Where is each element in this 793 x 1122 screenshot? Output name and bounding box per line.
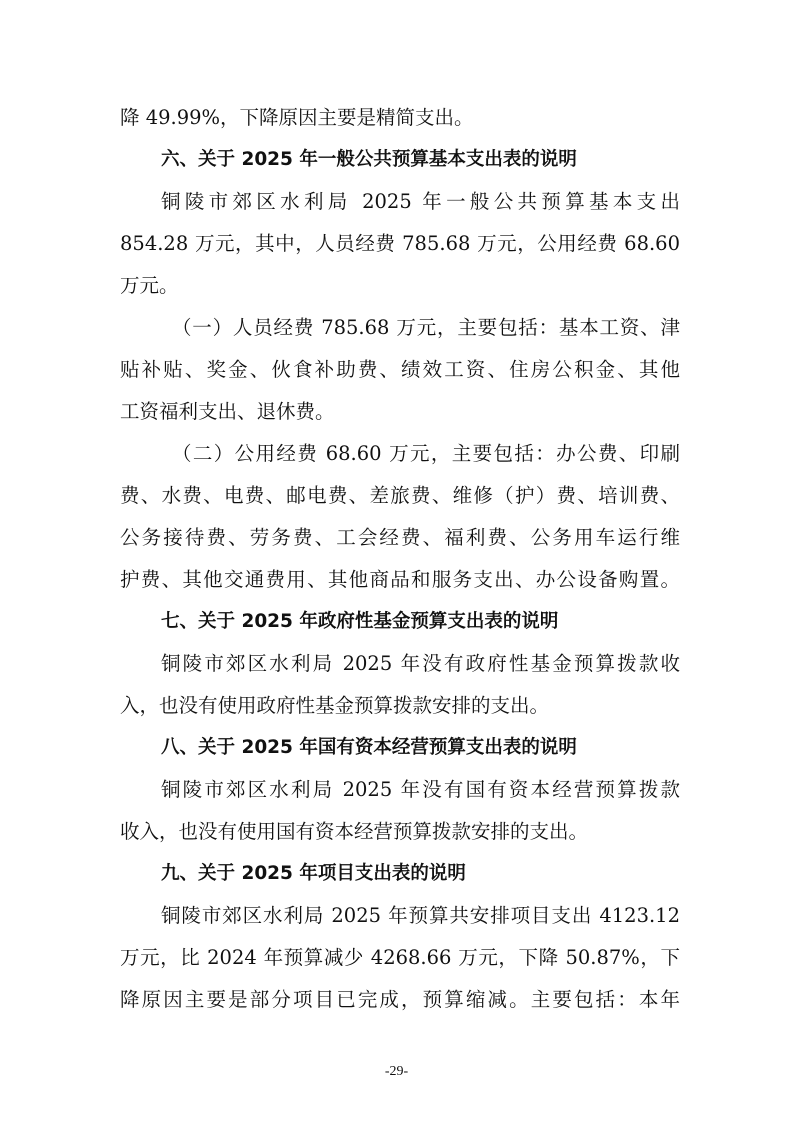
paragraph-line: 854.28 万元，其中，人员经费 785.68 万元，公用经费 68.60 — [120, 232, 680, 255]
section-heading-6: 六、关于 2025 年一般公共预算基本支出表的说明 — [161, 149, 577, 170]
paragraph-line: 入，也没有使用政府性基金预算拨款安排的支出。 — [120, 694, 550, 717]
section-heading-8: 八、关于 2025 年国有资本经营预算支出表的说明 — [161, 737, 577, 758]
paragraph-line: 贴补贴、奖金、伙食补助费、绩效工资、住房公积金、其他 — [120, 358, 680, 381]
paragraph-line: 收入，也没有使用国有资本经营预算拨款安排的支出。 — [120, 820, 589, 843]
paragraph-line: （二）公用经费 68.60 万元，主要包括：办公费、印刷 — [172, 442, 680, 465]
section-heading-7: 七、关于 2025 年政府性基金预算支出表的说明 — [161, 611, 559, 632]
section-heading-9: 九、关于 2025 年项目支出表的说明 — [161, 863, 466, 884]
paragraph-line: 万元。 — [120, 274, 179, 297]
paragraph-line: 铜陵市郊区水利局 2025 年一般公共预算基本支出 — [161, 190, 680, 213]
paragraph-line: 降原因主要是部分项目已完成，预算缩减。主要包括：本年 — [120, 988, 680, 1011]
paragraph-line: 费、水费、电费、邮电费、差旅费、维修（护）费、培训费、 — [120, 484, 680, 507]
paragraph-line: 铜陵市郊区水利局 2025 年预算共安排项目支出 4123.12 — [161, 904, 680, 927]
paragraph-line: 工资福利支出、退休费。 — [120, 400, 335, 423]
paragraph-line: 铜陵市郊区水利局 2025 年没有政府性基金预算拨款收 — [161, 652, 680, 675]
paragraph-line: 降 49.99%，下降原因主要是精简支出。 — [120, 106, 474, 129]
paragraph-line: （一）人员经费 785.68 万元，主要包括：基本工资、津 — [172, 316, 680, 339]
paragraph-line: 护费、其他交通费用、其他商品和服务支出、办公设备购置。 — [120, 568, 680, 591]
paragraph-line: 铜陵市郊区水利局 2025 年没有国有资本经营预算拨款 — [161, 778, 680, 801]
paragraph-line: 万元，比 2024 年预算减少 4268.66 万元，下降 50.87%，下 — [120, 946, 680, 969]
page-number: -29- — [384, 1064, 409, 1079]
paragraph-line: 公务接待费、劳务费、工会经费、福利费、公务用车运行维 — [120, 526, 680, 549]
